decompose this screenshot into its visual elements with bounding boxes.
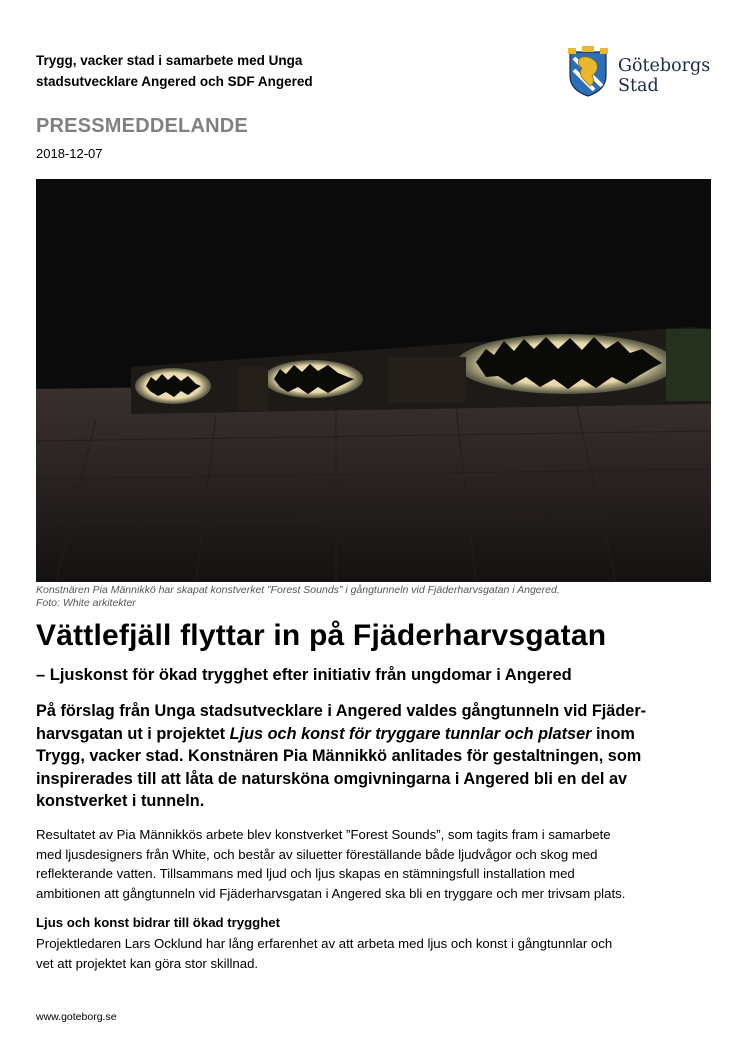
lead-paragraph bbox=[36, 700, 716, 813]
body-paragraph-1 bbox=[36, 825, 726, 903]
tunnel-illustration bbox=[36, 179, 711, 582]
body-paragraph-2 bbox=[36, 934, 726, 973]
body-line: Projektledaren Lars Ocklund har lång erfarenhet av att arbeta med ljus och konst i gångtunnlar och bbox=[36, 936, 613, 951]
lead-line: konstverket i tunneln. bbox=[36, 792, 205, 810]
logo-text-line1: Göteborgs bbox=[618, 56, 711, 76]
footer-url[interactable]: www.goteborg.se bbox=[36, 1011, 117, 1023]
tunnel-photo bbox=[36, 179, 711, 582]
body-line: ambitionen att gångtunneln vid Fjäderharvsgatan i Angered ska bli en tryggare och mer trivsam plats. bbox=[36, 885, 626, 901]
page-subtitle: – Ljuskonst för ökad trygghet efter initiativ från ungdomar i Angered bbox=[36, 666, 572, 684]
body-line: Resultatet av Pia Männikkös arbete blev konstverket ”Forest Sounds”, som tagits fram i samarbete bbox=[36, 827, 611, 842]
photo-caption bbox=[36, 584, 712, 610]
body-line: med ljusdesigners från White, och består av siluetter föreställande både ljudvågor och skog med bbox=[36, 846, 598, 862]
body-line: vet att projektet kan göra stor skillnad. bbox=[36, 955, 259, 971]
header-line-1: Trygg, vacker stad i samarbete med Unga bbox=[36, 53, 303, 68]
press-date: 2018-12-07 bbox=[36, 146, 103, 161]
project-name: Ljus och konst för tryggare tunnlar och platser bbox=[229, 724, 592, 743]
lead-line: inspirerades till att låta de natursköna omgivningarna i Angered bli en del av bbox=[36, 769, 628, 788]
logo-text-line2: Stad bbox=[618, 76, 659, 96]
lead-text: harvsgatan ut i projektet bbox=[36, 724, 230, 743]
section-heading: Ljus och konst bidrar till ökad trygghet bbox=[36, 915, 280, 930]
caption-line-1: Konstnären Pia Männikkö har skapat konstverket ”Forest Sounds” i gångtunneln vid Fjäderharvsgatan i Angered. bbox=[36, 584, 560, 596]
lead-line bbox=[36, 723, 716, 746]
goteborg-logo[interactable] bbox=[566, 46, 716, 100]
header-line-2: stadsutvecklare Angered och SDF Angered bbox=[36, 74, 313, 89]
doc-type-label: PRESSMEDDELANDE bbox=[36, 115, 248, 137]
page-title: Vättlefjäll flyttar in på Fjäderharvsgatan bbox=[36, 619, 607, 652]
caption-line-2: Foto: White arkitekter bbox=[36, 597, 136, 609]
lead-line: På förslag från Unga stadsutvecklare i Angered valdes gångtunneln vid Fjäder- bbox=[36, 702, 647, 720]
goteborg-crest-icon bbox=[566, 46, 610, 98]
lead-line: Trygg, vacker stad. Konstnären Pia Männikkö anlitades för gestaltningen, som bbox=[36, 747, 642, 765]
body-line: reflekterande vatten. Tillsammans med ljud och ljus skapas en stämningsfull installation med bbox=[36, 866, 575, 881]
lead-text: inom bbox=[591, 724, 635, 743]
